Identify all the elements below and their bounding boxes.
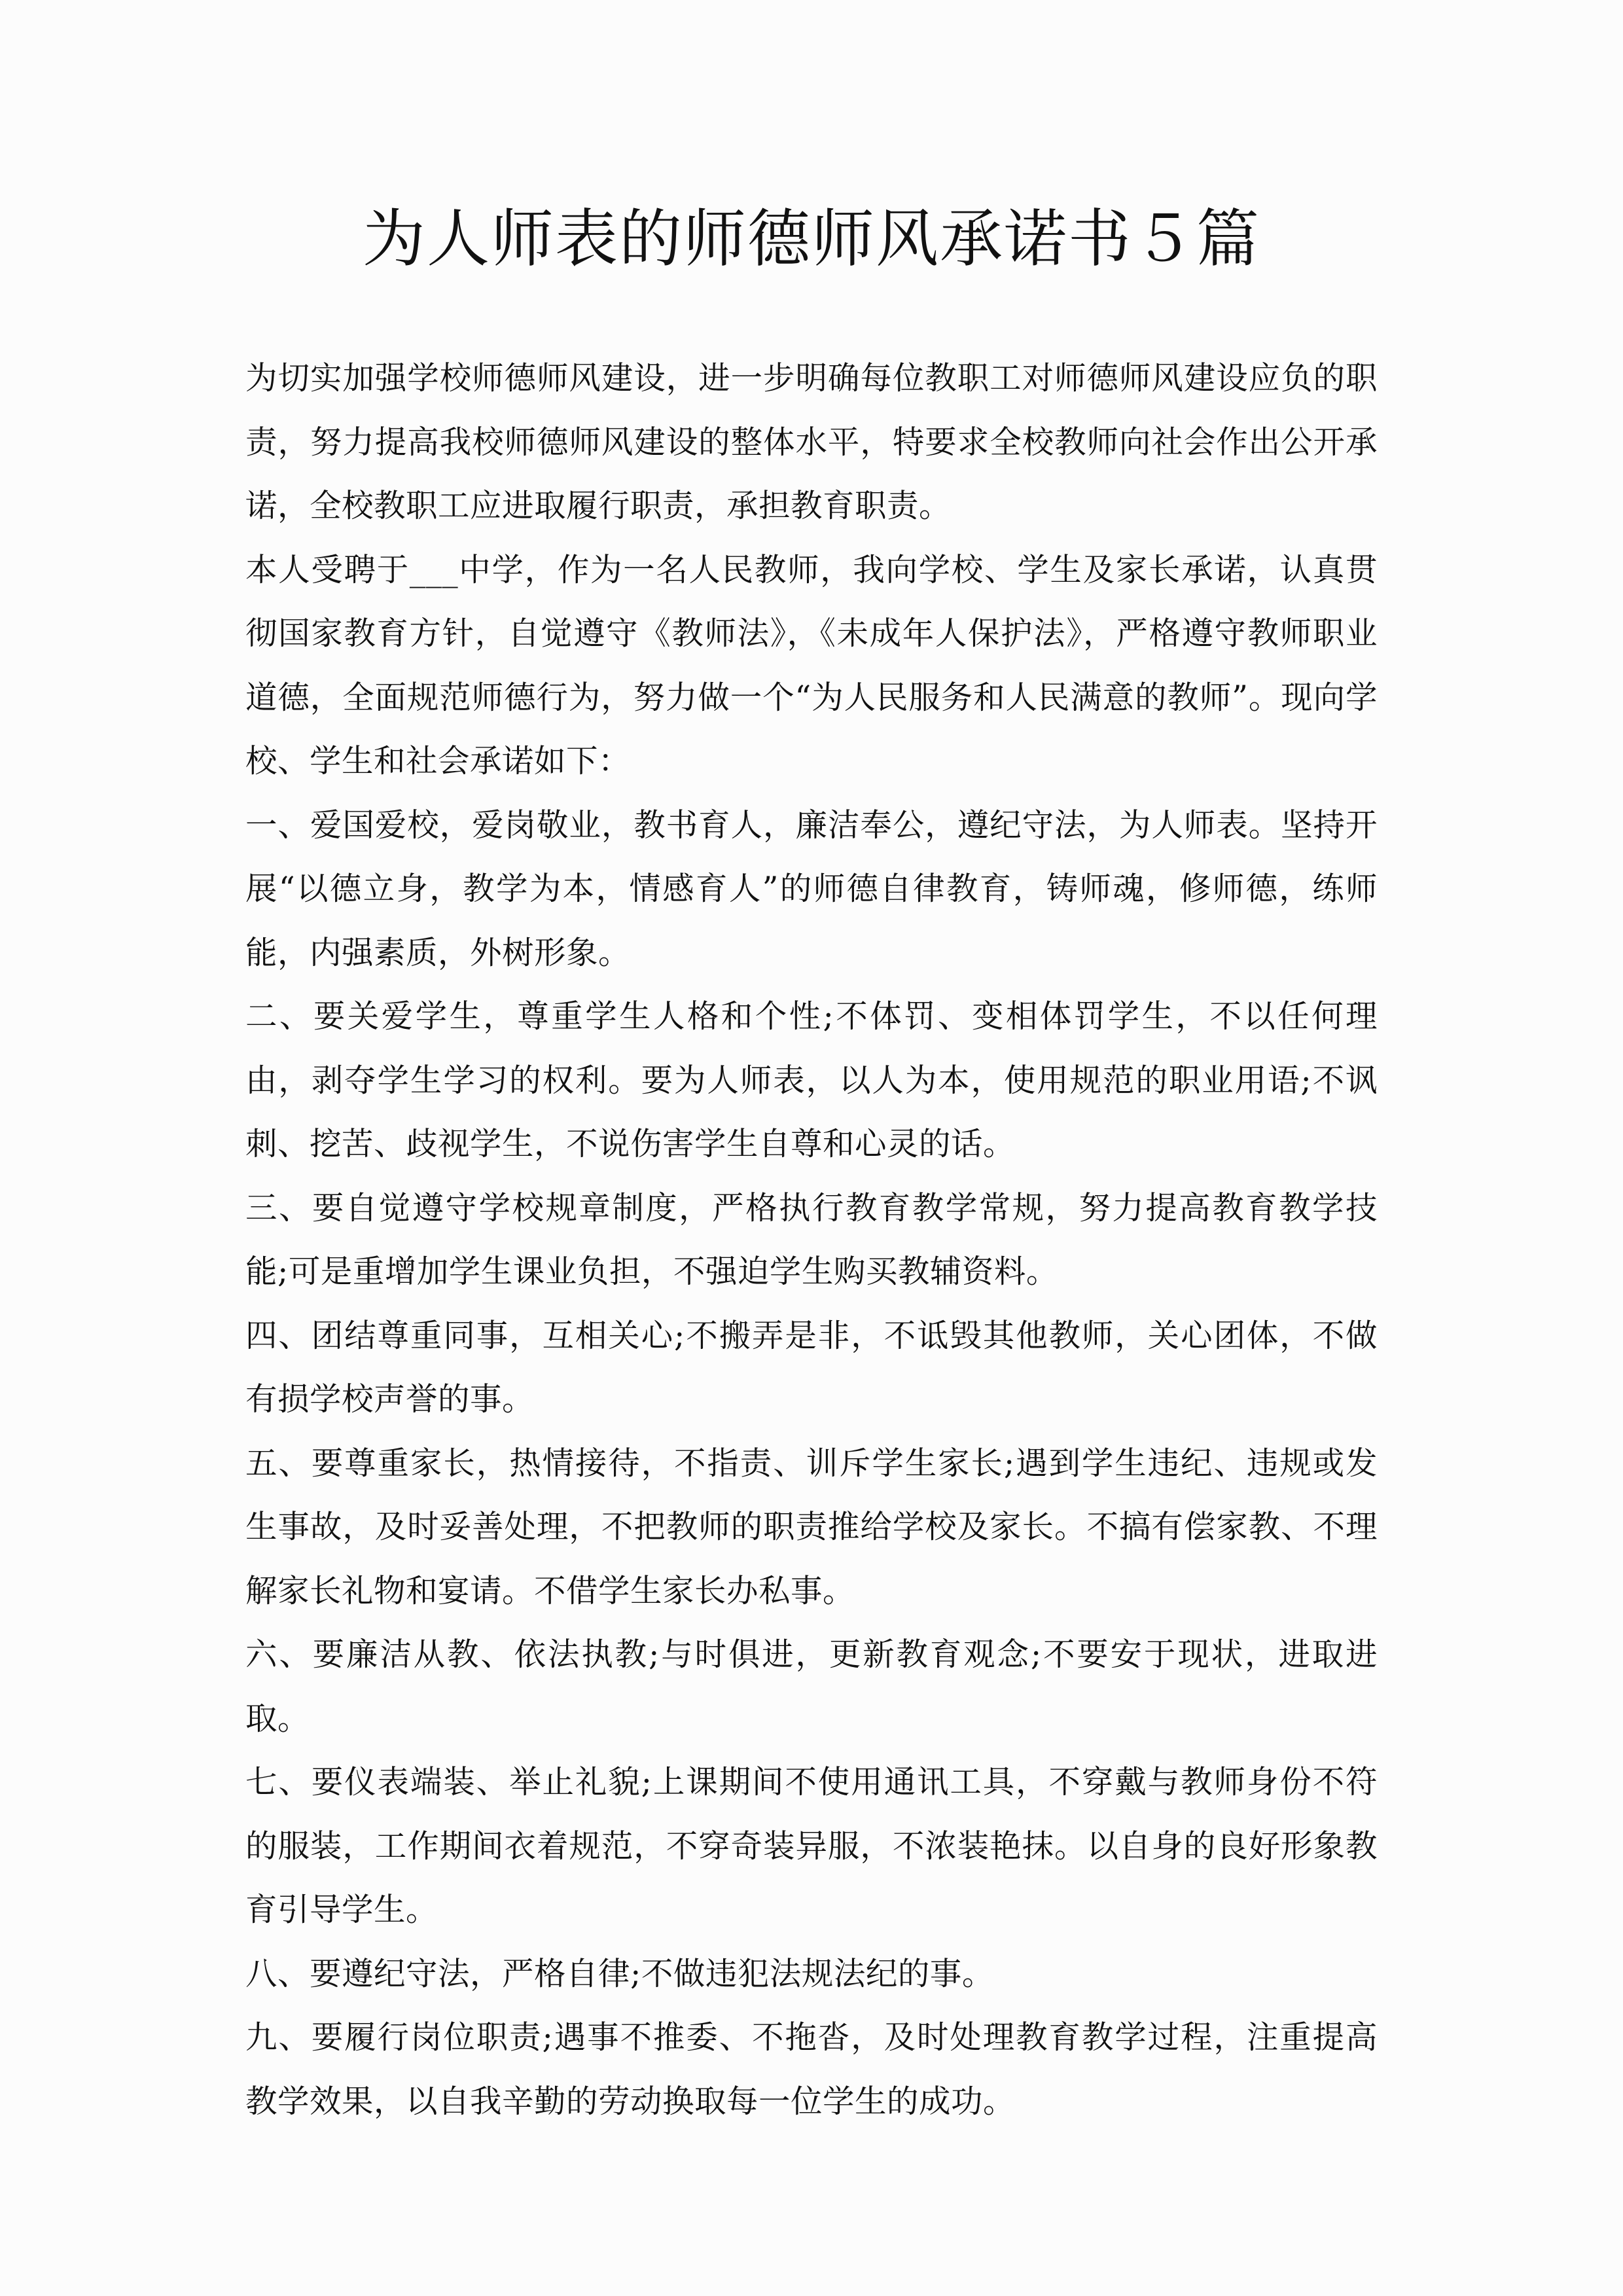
pledge-item-4: 四、团结尊重同事，互相关心;不搬弄是非，不诋毁其他教师，关心团体，不做有损学校声誉的事。 bbox=[245, 1317, 1378, 1418]
pledge-item-9: 九、要履行岗位职责;遇事不推委、不拖沓，及时处理教育教学过程，注重提高教学效果，以自我辛勤的劳动换取每一位学生的成功。 bbox=[245, 2019, 1378, 2120]
pledge-item-7: 七、要仪表端装、举止礼貌;上课期间不使用通讯工具，不穿戴与教师身份不符的服装，工作期间衣着规范，不穿奇装异服，不浓装艳抹。以自身的良好形象教育引导学生。 bbox=[245, 1764, 1378, 1928]
document-body bbox=[245, 347, 1378, 2134]
pledge-item-1: 一、爱国爱校，爱岗敬业，教书育人，廉洁奉公，遵纪守法，为人师表。坚持开展“以德立身，教学为本，情感育人”的师德自律教育，铸师魂，修师德，练师能，内强素质，外树形象。 bbox=[245, 806, 1378, 971]
pledge-preamble-paragraph: 本人受聘于___中学，作为一名人民教师，我向学校、学生及家长承诺，认真贯彻国家教育方针，自觉遵守《教师法》，《未成年人保护法》，严格遵守教师职业道德，全面规范师德行为，努力做一个“为人民服务和人民满意的教师”。现向学校、学生和社会承诺如下： bbox=[245, 551, 1378, 780]
intro-paragraph: 为切实加强学校师德师风建设，进一步明确每位教职工对师德师风建设应负的职责，努力提高我校师德师风建设的整体水平，特要求全校教师向社会作出公开承诺，全校教职工应进取履行职责，承担教育职责。 bbox=[245, 360, 1378, 524]
pledge-item-6: 六、要廉洁从教、依法执教;与时俱进，更新教育观念;不要安于现状，进取进取。 bbox=[245, 1636, 1378, 1737]
pledge-item-2: 二、要关爱学生，尊重学生人格和个性;不体罚、变相体罚学生，不以任何理由，剥夺学生学习的权利。要为人师表，以人为本，使用规范的职业用语;不讽刺、挖苦、歧视学生，不说伤害学生自尊和心灵的话。 bbox=[245, 998, 1378, 1162]
pledge-item-8: 八、要遵纪守法，严格自律;不做违犯法规法纪的事。 bbox=[245, 1955, 994, 1992]
document-title: 为人师表的师德师风承诺书５篇 bbox=[363, 202, 1260, 276]
pledge-item-3: 三、要自觉遵守学校规章制度，严格执行教育教学常规，努力提高教育教学技能;可是重增加学生课业负担，不强迫学生购买教辅资料。 bbox=[245, 1189, 1378, 1290]
pledge-item-5: 五、要尊重家长，热情接待，不指责、训斥学生家长;遇到学生违纪、违规或发生事故，及时妥善处理，不把教师的职责推给学校及家长。不搞有偿家教、不理解家长礼物和宴请。不借学生家长办私事。 bbox=[245, 1444, 1378, 1609]
